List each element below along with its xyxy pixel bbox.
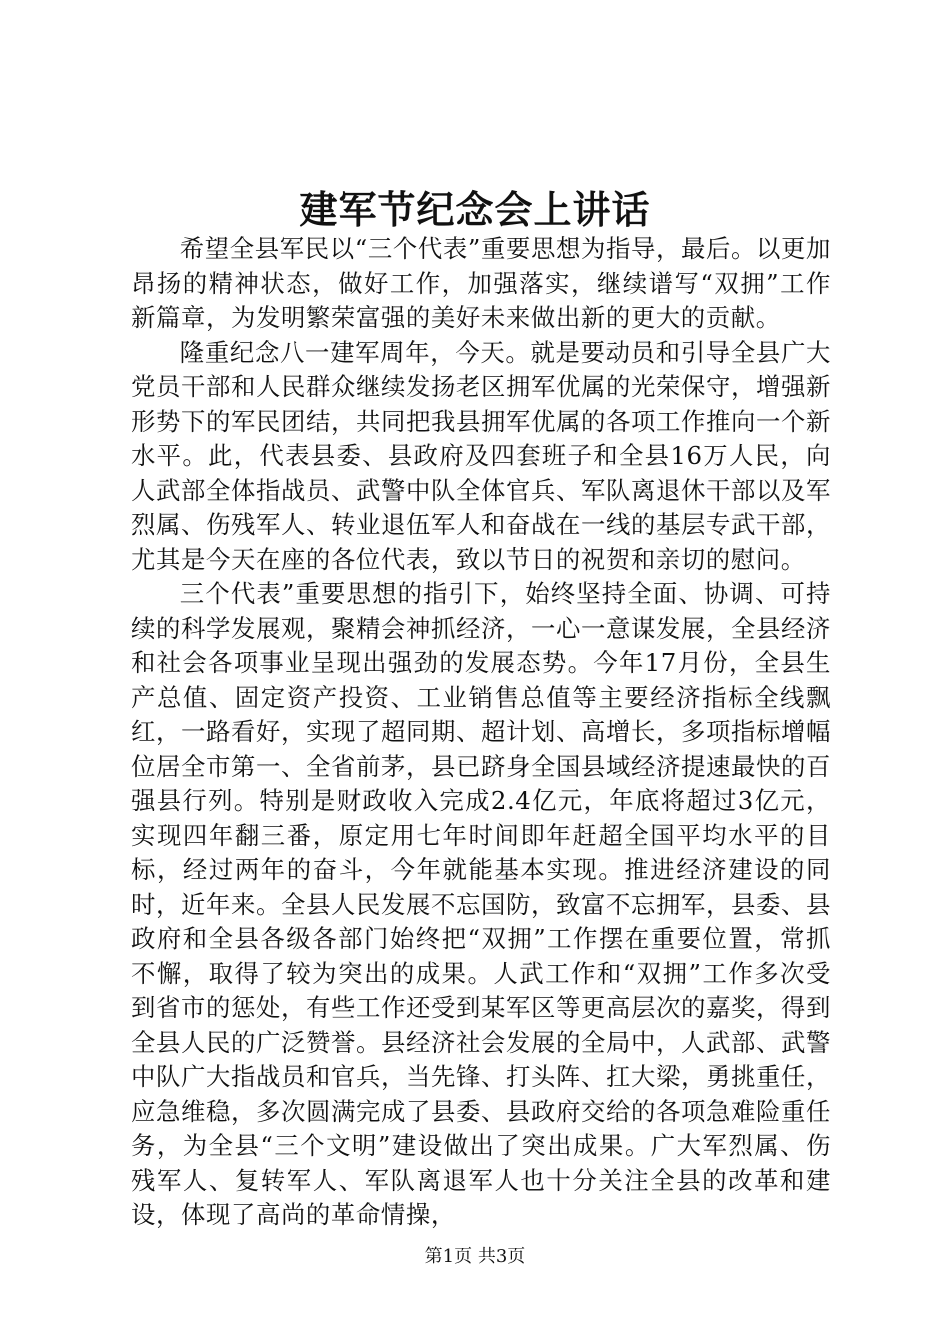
paragraph-3: 三个代表”重要思想的指引下，始终坚持全面、协调、可持续的科学发展观，聚精会神抓经济，一心一意谋发展，全县经济和社会各项事业呈现出强劲的发展态势。今年17月份，全县生产总值、固定资产投资、工业销售总值等主要经济指标全线飘红，一路看好，实现了超同期、超计划、高增长，多项指标增幅位居全市第一、全省前茅，县已跻身全国县域经济提速最快的百强县行列。特别是财政收入完成2.4亿元，年底将超过3亿元，实现四年翻三番，原定用七年时间即年赶超全国平均水平的目标，经过两年的奋斗，今年就能基本实现。推进经济建设的同时，近年来。全县人民发展不忘国防，致富不忘拥军，县委、县政府和全县各级各部门始终把“双拥”工作摆在重要位置，常抓不懈，取得了较为突出的成果。人武工作和“双拥”工作多次受到省市的惩处，有些工作还受到某军区等更高层次的嘉奖，得到全县人民的广泛赞誉。县经济社会发展的全局中，人武部、武警中队广大指战员和官兵，当先锋、打头阵、扛大梁，勇挑重任，应急维稳，多次圆满完成了县委、县政府交给的各项急难险重任务，为全县“三个文明”建设做出了突出成果。广大军烈属、伤残军人、复转军人、军队离退军人也十分关注全县的改革和建设，体现了高尚的革命情操， (131, 579, 831, 1229)
page-footer: 第1页 共3页 (424, 1246, 526, 1267)
document-title: 建军节纪念会上讲话 (299, 187, 651, 232)
paragraph-1: 希望全县军民以“三个代表”重要思想为指导，最后。以更加昂扬的精神状态，做好工作，加强落实，继续谱写“双拥”工作新篇章，为发明繁荣富强的美好未来做出新的更大的贡献。 (131, 234, 831, 332)
document-body (131, 232, 831, 1233)
paragraph-2: 隆重纪念八一建军周年，今天。就是要动员和引导全县广大党员干部和人民群众继续发扬老区拥军优属的光荣保守，增强新形势下的军民团结，共同把我县拥军优属的各项工作推向一个新水平。此，代表县委、县政府及四套班子和全县16万人民，向人武部全体指战员、武警中队全体官兵、军队离退休干部以及军烈属、伤残军人、转业退伍军人和奋战在一线的基层专武干部，尤其是今天在座的各位代表，致以节日的祝贺和亲切的慰问。 (131, 337, 831, 574)
